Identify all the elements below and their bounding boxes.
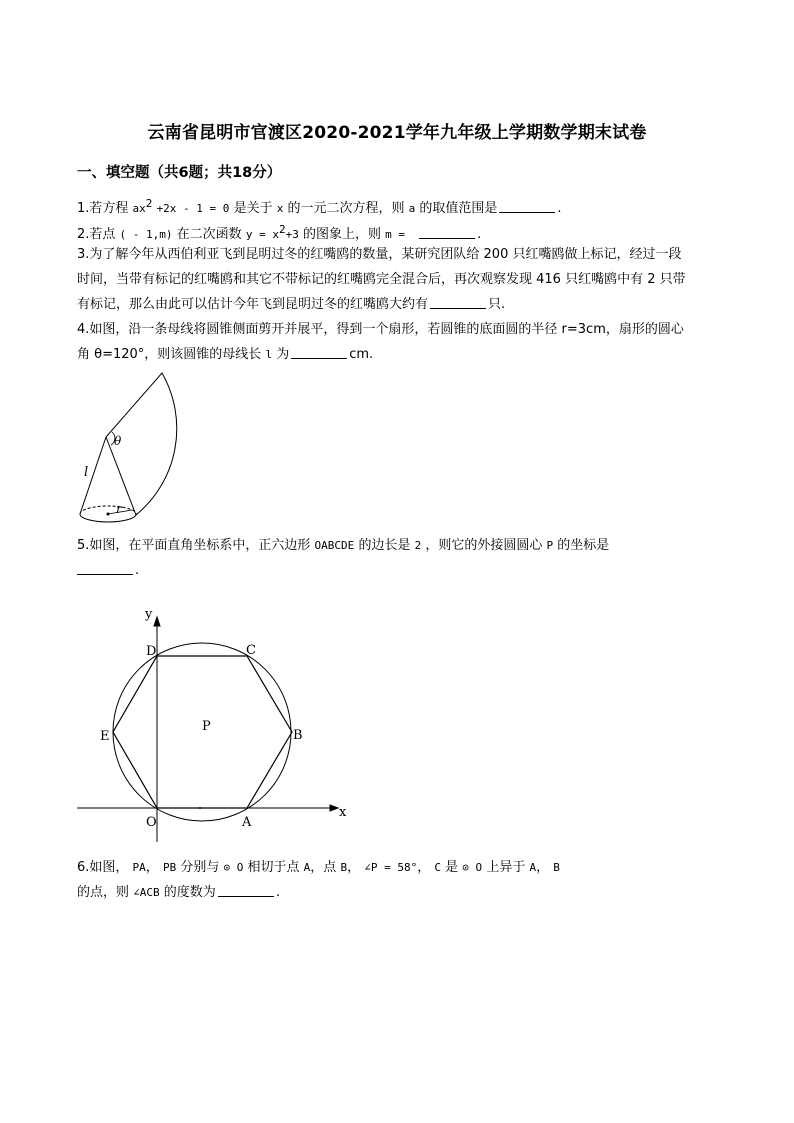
point-E-label: E <box>100 729 110 744</box>
axis-tick <box>199 807 201 809</box>
point-A-label: A <box>242 815 252 830</box>
answer-blank[interactable] <box>430 296 486 309</box>
circumscribed-circle <box>113 643 291 821</box>
answer-blank[interactable] <box>291 346 347 359</box>
question-5-line-2: . <box>77 562 139 580</box>
hexagon-OABCDE <box>113 656 292 808</box>
x-axis-label: x <box>339 805 347 820</box>
radius-label: r <box>116 502 122 516</box>
page-title: 云南省昆明市官渡区2020-2021学年九年级上学期数学期末试卷 <box>147 123 647 143</box>
angle-arc <box>111 432 115 445</box>
question-4-line-2: 角 θ=120°，则该圆锥的母线长 l 为 cm. <box>77 347 374 362</box>
answer-blank[interactable] <box>77 562 133 575</box>
radius-line <box>108 510 132 514</box>
question-3-line-1: 3.为了解今年从西伯利亚飞到昆明过冬的红嘴鸥的数量，某研究团队给 200 只红嘴鸥做上标记，经过一段 <box>77 247 682 262</box>
point-D-label: D <box>146 644 157 659</box>
question-2: 2.若点 ( - 1,m) 在二次函数 $y = x^2+3$ 的图象上，则 m = . <box>77 223 482 242</box>
theta-label: θ <box>114 434 122 448</box>
point-B-label: B <box>293 728 303 743</box>
center-P-label: P <box>202 719 211 734</box>
cone-base-front <box>80 514 136 522</box>
cone-slant-line <box>80 437 106 514</box>
question-4-line-1: 4.如图，沿一条母线将圆锥侧面剪开并展平，得到一个扇形，若圆锥的底面圆的半径 r=3cm，扇形的圆心 <box>77 322 684 337</box>
y-axis-label: y <box>145 607 153 622</box>
answer-blank[interactable] <box>499 200 555 213</box>
x-axis-arrow <box>330 805 338 811</box>
question-3-line-3: 有标记，那么由此可以估计今年飞到昆明过冬的红嘴鸥大约有 只. <box>77 297 506 312</box>
answer-blank[interactable] <box>419 226 475 239</box>
point-C-label: C <box>246 643 256 658</box>
slant-label: l <box>84 465 89 480</box>
y-axis-arrow <box>154 617 160 626</box>
question-1: 1.若方程 $ax^2 +2x - 1 = 0$ 是关于 x 的一元二次方程，则 a 的取值范围是 . <box>77 197 562 216</box>
sector-outline <box>106 373 177 515</box>
section-heading: 一、填空题（共6题；共18分） <box>77 165 282 181</box>
point-O-label: O <box>146 815 157 830</box>
sector-edge <box>106 437 136 515</box>
question-5-line-1: 5.如图，在平面直角坐标系中，正六边形 OABCDE 的边长是 2 ，则它的外接圆圆心 P 的坐标是 <box>77 538 610 553</box>
question-6-line-1: 6.如图， PA， PB 分别与 ⊙ O 相切于点 A，点 B， ∠P = 58°， C 是 ⊙ O 上异于 A， B <box>77 860 560 875</box>
answer-blank[interactable] <box>218 884 274 897</box>
question-3-line-2: 时间，当带有标记的红嘴鸥和其它不带标记的红嘴鸥完全混合后，再次观察发现 416 只红嘴鸥中有 2 只带 <box>77 272 686 287</box>
cone-base-back <box>80 506 136 514</box>
question-6-line-2: 的点，则 ∠ACB 的度数为 . <box>77 885 280 900</box>
base-center-dot <box>107 513 110 516</box>
